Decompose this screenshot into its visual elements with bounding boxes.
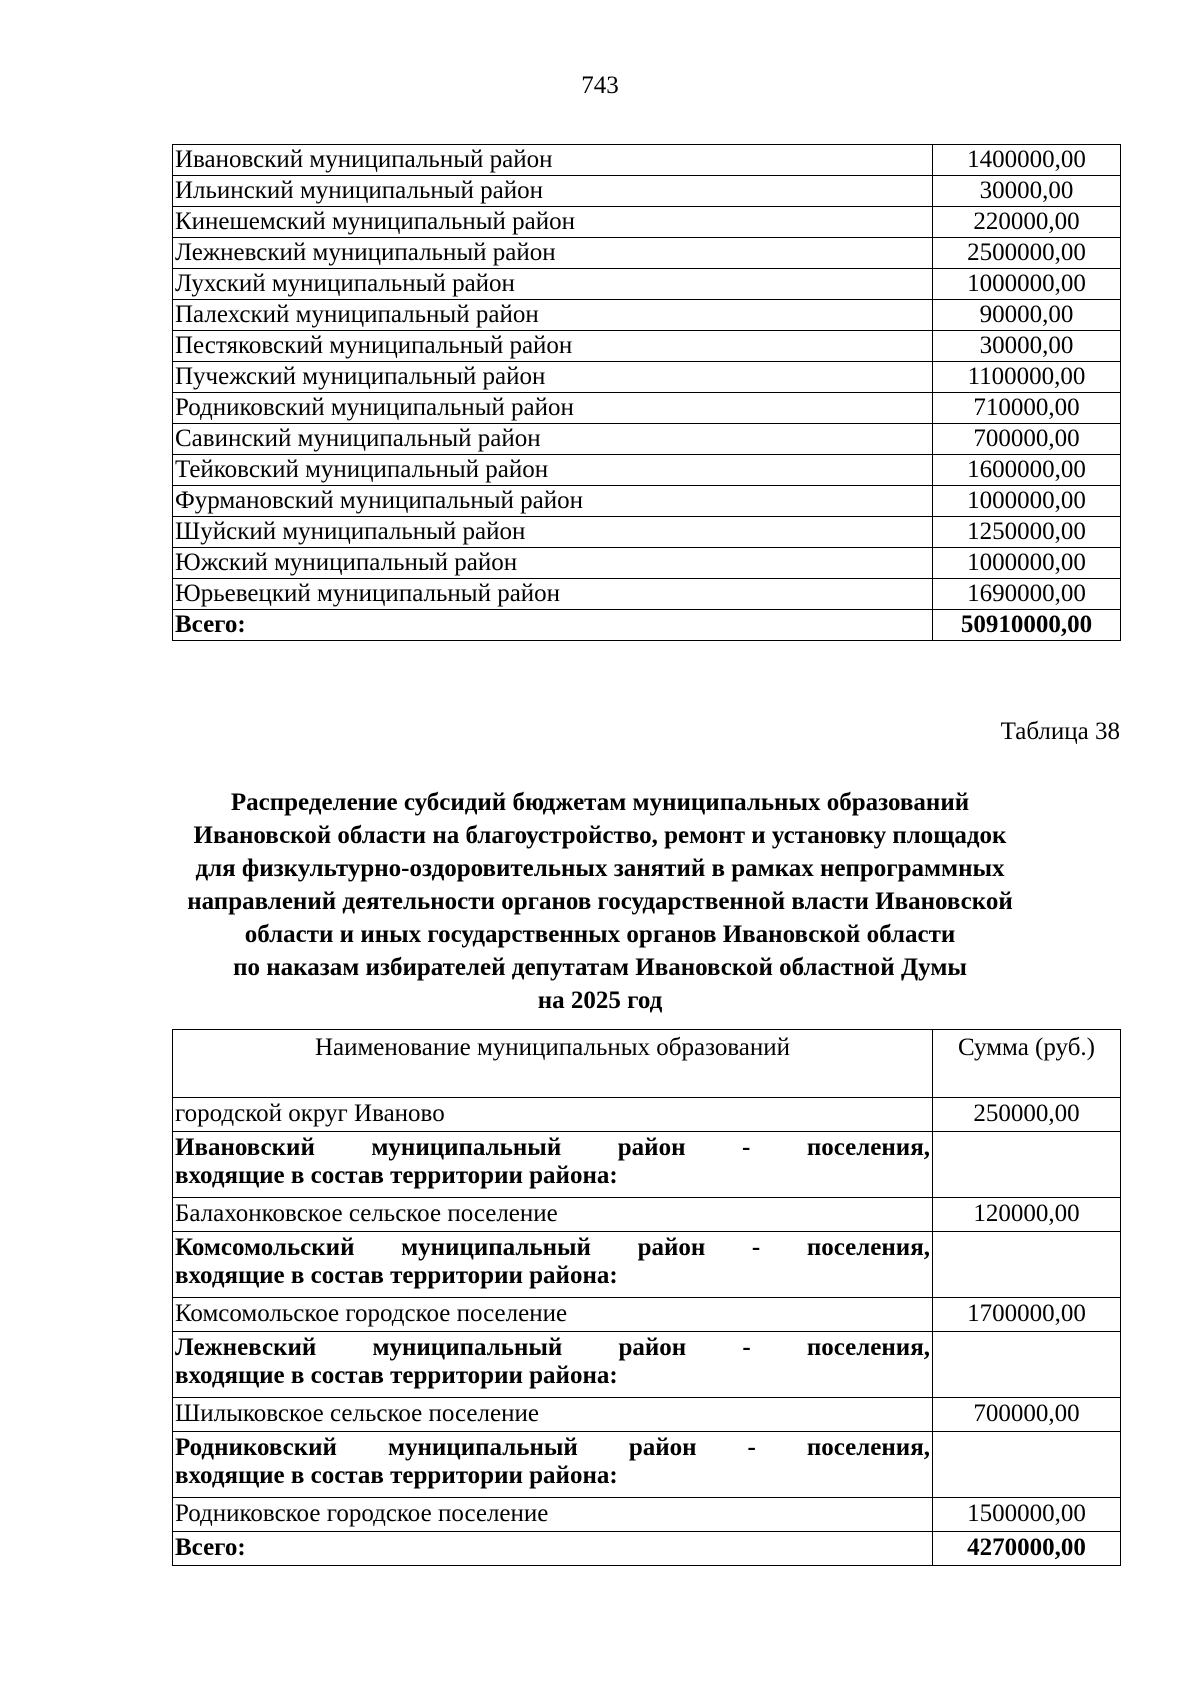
row-name: Савинский муниципальный район [173,424,933,455]
group-sum-empty [933,1132,1121,1198]
page-number: 743 [581,72,619,99]
group-sum-empty [933,1332,1121,1398]
row-sum: 90000,00 [933,300,1121,331]
group-line2: входящие в состав территории района: [175,1362,618,1389]
table-38-label: Таблица 38 [1000,718,1120,745]
row-sum: 1000000,00 [933,269,1121,300]
row-sum: 1600000,00 [933,455,1121,486]
row-name: городской округ Иваново [173,1098,933,1132]
table-38 [172,1029,1121,1566]
row-name: Ивановский муниципальный район [173,145,933,176]
total-row [173,1532,1121,1566]
row-sum: 220000,00 [933,207,1121,238]
row-name: Лухский муниципальный район [173,269,933,300]
total-sum: 50910000,00 [933,610,1121,641]
table-row [173,176,1121,207]
row-name: Кинешемский муниципальный район [173,207,933,238]
row-sum: 1400000,00 [933,145,1121,176]
row-sum: 710000,00 [933,393,1121,424]
row-sum: 30000,00 [933,176,1121,207]
table-row [173,393,1121,424]
row-sum: 2500000,00 [933,238,1121,269]
table-row [173,362,1121,393]
row-name: Южский муниципальный район [173,548,933,579]
group-row [173,1332,1121,1398]
table-row [173,269,1121,300]
title-line: области и иных государственных органов Ивановской области [244,921,956,948]
table-row [173,579,1121,610]
row-name: Пучежский муниципальный район [173,362,933,393]
title-line: для физкультурно-оздоровительных занятий в рамках непрограммных [195,855,1005,882]
row-name: Родниковский муниципальный район [173,393,933,424]
row-sum: 700000,00 [933,1398,1121,1432]
title-line: Распределение субсидий бюджетам муниципальных образований [230,789,970,816]
row-name: Фурмановский муниципальный район [173,486,933,517]
group-line1: Комсомольский муниципальный район - поселения, [175,1234,930,1261]
row-name: Палехский муниципальный район [173,300,933,331]
table-row [173,517,1121,548]
group-name [173,1332,933,1398]
row-name: Шилыковское сельское поселение [173,1398,933,1432]
table-row [173,455,1121,486]
row-name: Балахонковское сельское поселение [173,1198,933,1232]
header-name: Наименование муниципальных образований [173,1030,933,1098]
group-line1: Родниковский муниципальный район - поселения, [175,1434,930,1461]
title-line: на 2025 год [537,987,663,1014]
table-row [173,1398,1121,1432]
row-sum: 1690000,00 [933,579,1121,610]
table-row [173,1098,1121,1132]
row-sum: 1000000,00 [933,548,1121,579]
table-row [173,424,1121,455]
group-row [173,1232,1121,1298]
row-sum: 1000000,00 [933,486,1121,517]
group-row [173,1432,1121,1498]
row-sum: 1700000,00 [933,1298,1121,1332]
group-line1: Ивановский муниципальный район - поселения, [175,1134,930,1161]
group-row [173,1132,1121,1198]
table-row [173,331,1121,362]
table-row [173,1298,1121,1332]
row-name: Родниковское городское поселение [173,1498,933,1532]
table-row [173,1198,1121,1232]
table-row [173,207,1121,238]
table-row [173,1498,1121,1532]
table-row [173,145,1121,176]
table-37 [172,144,1121,641]
row-sum: 1500000,00 [933,1498,1121,1532]
total-label: Всего: [173,610,933,641]
group-name [173,1432,933,1498]
row-sum: 120000,00 [933,1198,1121,1232]
total-row [173,610,1121,641]
total-label: Всего: [173,1532,933,1566]
row-name: Лежневский муниципальный район [173,238,933,269]
table-row [173,300,1121,331]
title-line: Ивановской области на благоустройство, ремонт и установку площадок [193,822,1007,849]
table-header-row [173,1030,1121,1098]
row-name: Комсомольское городское поселение [173,1298,933,1332]
row-name: Пестяковский муниципальный район [173,331,933,362]
table-38-title [150,786,1050,1017]
table-row [173,238,1121,269]
row-name: Тейковский муниципальный район [173,455,933,486]
row-name: Шуйский муниципальный район [173,517,933,548]
row-sum: 1250000,00 [933,517,1121,548]
row-sum: 1100000,00 [933,362,1121,393]
table-row [173,548,1121,579]
group-line1: Лежневский муниципальный район - поселения, [175,1334,930,1361]
total-sum: 4270000,00 [933,1532,1121,1566]
row-sum: 700000,00 [933,424,1121,455]
group-name [173,1232,933,1298]
title-line: по наказам избирателей депутатам Ивановской областной Думы [233,954,967,981]
group-sum-empty [933,1232,1121,1298]
row-name: Юрьевецкий муниципальный район [173,579,933,610]
row-name: Ильинский муниципальный район [173,176,933,207]
row-sum: 250000,00 [933,1098,1121,1132]
group-line2: входящие в состав территории района: [175,1462,618,1489]
group-line2: входящие в состав территории района: [175,1162,618,1189]
group-sum-empty [933,1432,1121,1498]
group-line2: входящие в состав территории района: [175,1262,618,1289]
row-sum: 30000,00 [933,331,1121,362]
header-sum: Сумма (руб.) [933,1030,1121,1098]
title-line: направлений деятельности органов государственной власти Ивановской [187,888,1013,915]
table-row [173,486,1121,517]
group-name [173,1132,933,1198]
